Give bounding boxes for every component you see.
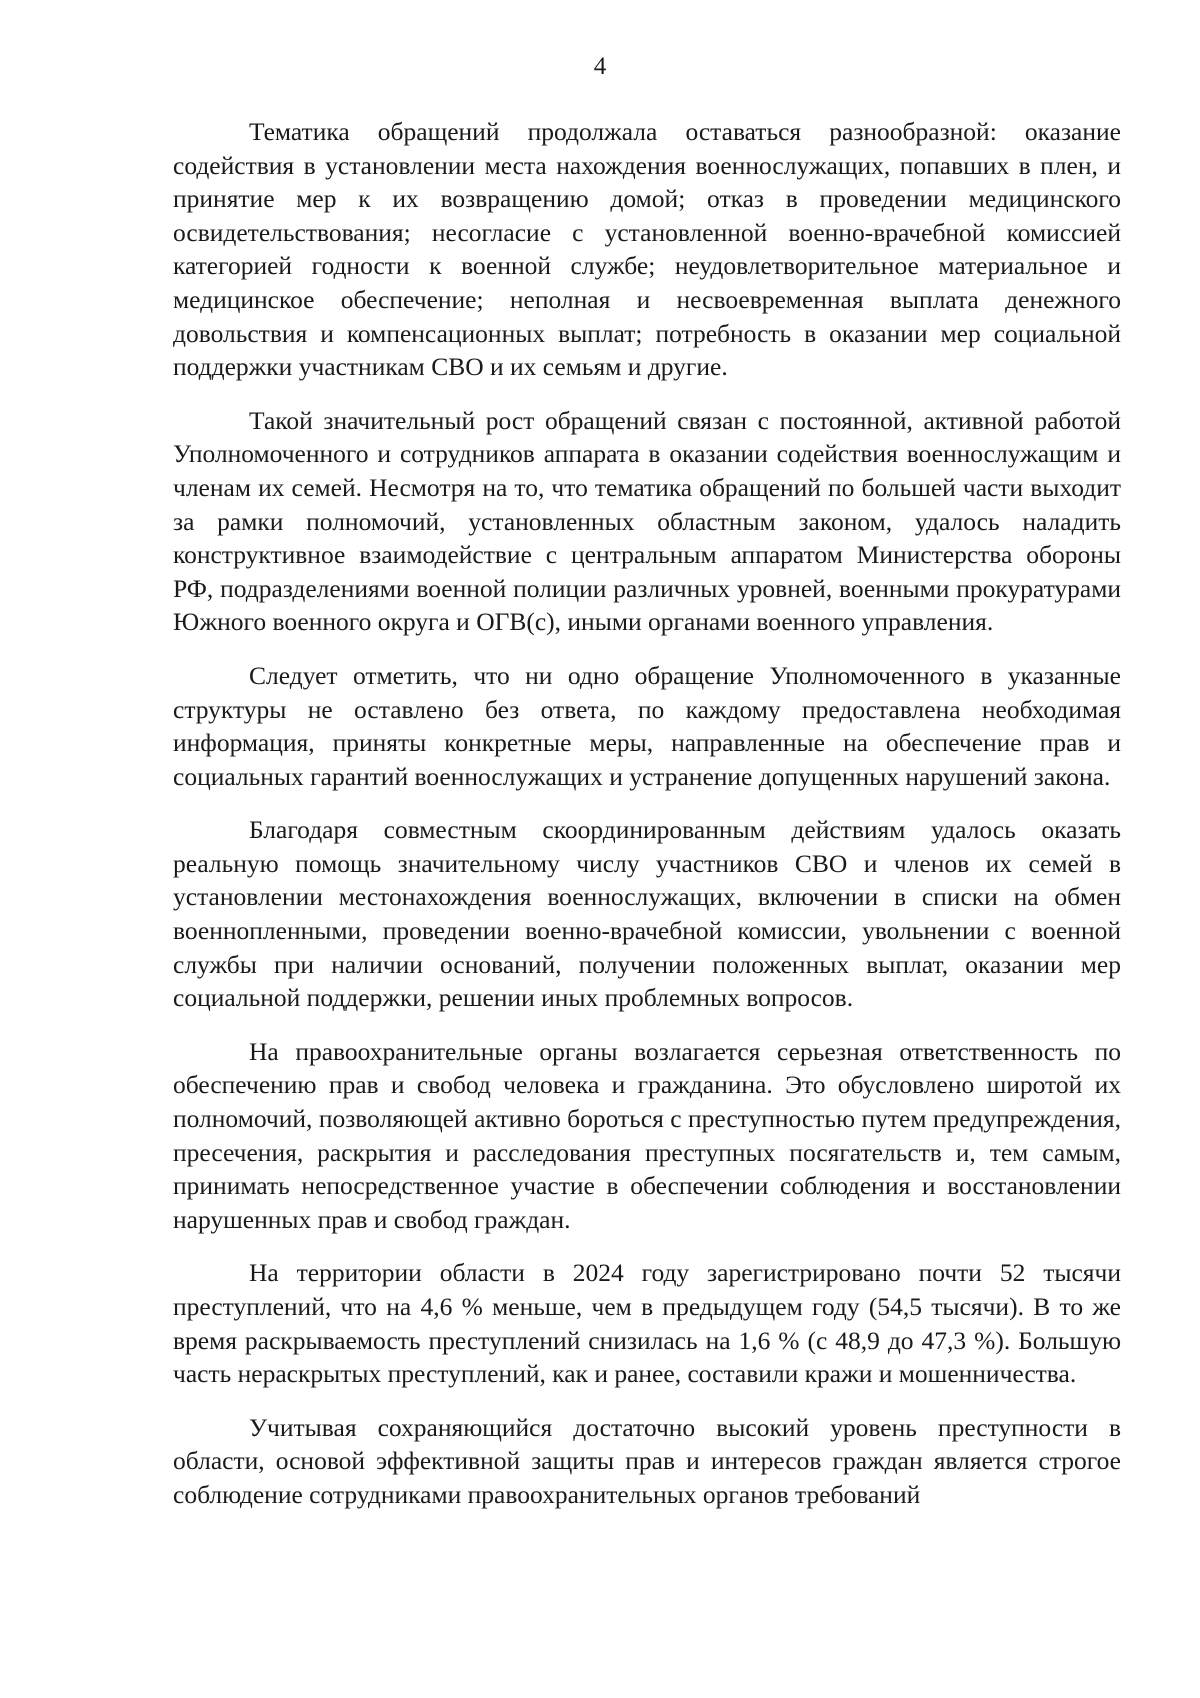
paragraph-3: Следует отметить, что ни одно обращение Уполномоченного в указанные структуры не оставлено без ответа, по каждому предоставлена необходимая информация, приняты конкретные меры, направленные на обеспечение прав и социальных гарантий военнослужащих и устранение допущенных нарушений закона. — [173, 660, 1121, 791]
paragraph-1: Тематика обращений продолжала оставаться разнообразной: оказание содействия в установлении места нахождения военнослужащих, попавших в плен, и принятие мер к их возвращению домой; отказ в проведении медицинского освидетельствования; несогласие с установленной военно-врачебной комиссией категорией годности к военной службе; неудовлетворительное материальное и медицинское обеспечение; неполная и несвоевременная выплата денежного довольствия и компенсационных выплат; потребность в оказании мер социальной поддержки участникам СВО и их семьям и другие. — [173, 117, 1121, 382]
document-body — [173, 115, 1121, 1532]
paragraph-7: Учитывая сохраняющийся достаточно высокий уровень преступности в области, основой эффективной защиты прав и интересов граждан является строгое соблюдение сотрудниками правоохранительных органов требований — [173, 1412, 1121, 1509]
paragraph-5: На правоохранительные органы возлагается серьезная ответственность по обеспечению прав и свобод человека и гражданина. Это обусловлено широтой их полномочий, позволяющей активно бороться с преступностью путем предупреждения, пресечения, раскрытия и расследования преступных посягательств и, тем самым, принимать непосредственное участие в обеспечении соблюдения и восстановлении нарушенных прав и свобод граждан. — [173, 1036, 1121, 1234]
paragraph-2: Такой значительный рост обращений связан с постоянной, активной работой Уполномоченного и сотрудников аппарата в оказании содействия военнослужащим и членам их семей. Несмотря на то, что тематика обращений по большей части выходит за рамки полномочий, установленных областным законом, удалось наладить конструктивное взаимодействие с центральным аппаратом Министерства обороны РФ, подразделениями военной полиции различных уровней, военными прокуратурами Южного военного округа и ОГВ(с), иными органами военного управления. — [173, 405, 1121, 637]
page-number: 4 — [593, 53, 607, 80]
paragraph-6: На территории области в 2024 году зарегистрировано почти 52 тысячи преступлений, что на 4,6 % меньше, чем в предыдущем году (54,5 тысячи). В то же время раскрываемость преступлений снизилась на 1,6 % (с 48,9 до 47,3 %). Большую часть нераскрытых преступлений, как и ранее, составили кражи и мошенничества. — [173, 1258, 1121, 1389]
paragraph-4: Благодаря совместным скоординированным действиям удалось оказать реальную помощь значительному числу участников СВО и членов их семей в установлении местонахождения военнослужащих, включении в списки на обмен военнопленными, проведении военно-врачебной комиссии, увольнении с военной службы при наличии оснований, получении положенных выплат, оказании мер социальной поддержки, решении иных проблемных вопросов. — [173, 815, 1121, 1013]
